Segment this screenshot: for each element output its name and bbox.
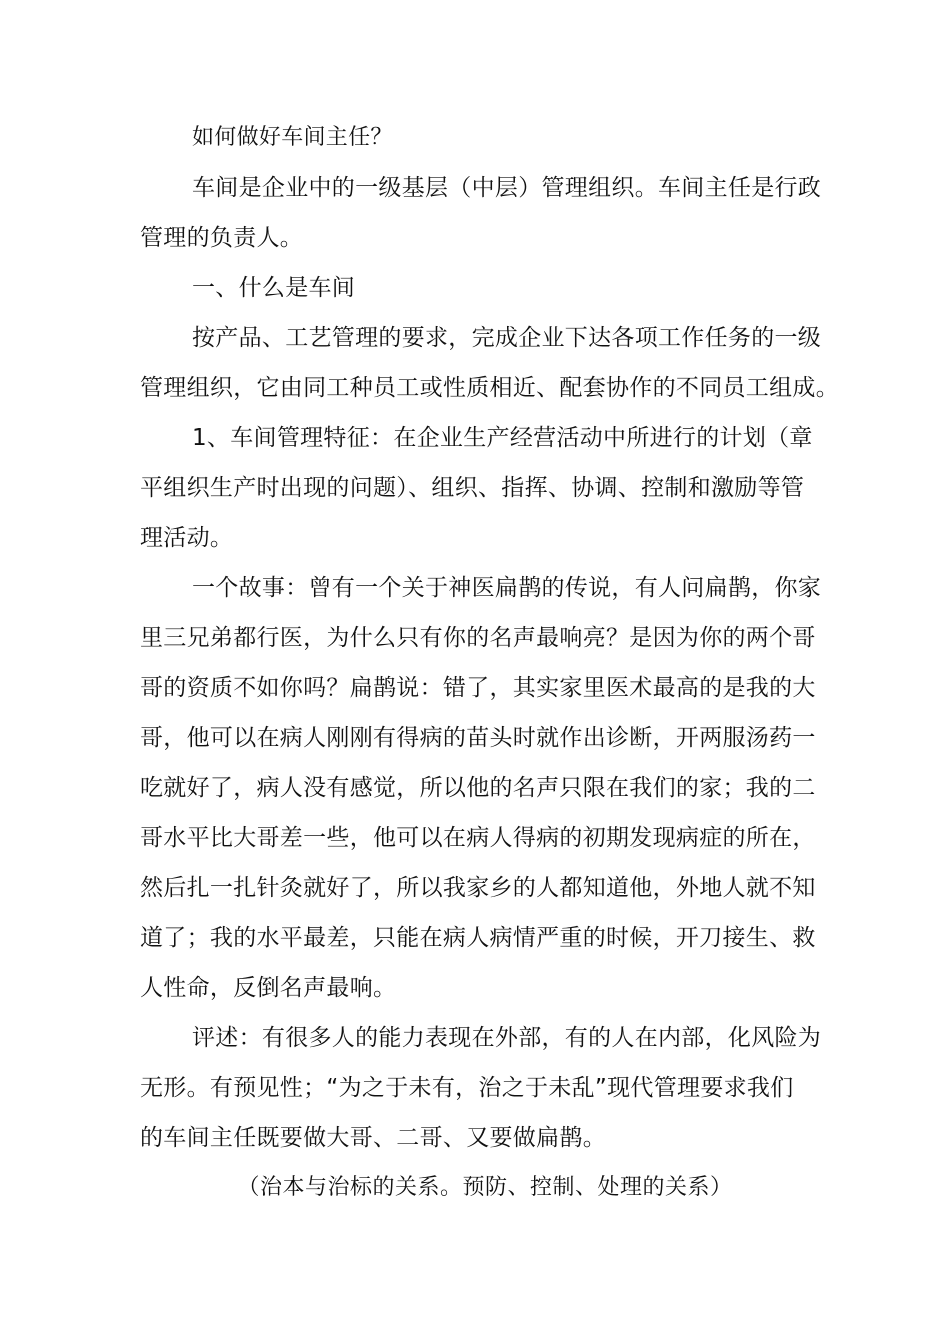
section1-para-line-2: 管理组织，它由同工种员工或性质相近、配套协作的不同员工组成。 bbox=[140, 375, 839, 401]
story-line-3: 哥的资质不如你吗？扁鹊说：错了，其实家里医术最高的是我的大 bbox=[140, 675, 816, 701]
story-line-9: 人性命，反倒名声最响。 bbox=[140, 975, 397, 1001]
point1-line-1: 1、车间管理特征：在企业生产经营活动中所进行的计划（章 bbox=[192, 425, 813, 451]
story-line-7: 然后扎一扎针灸就好了，所以我家乡的人都知道他，外地人就不知 bbox=[140, 875, 816, 901]
story-line-2: 里三兄弟都行医，为什么只有你的名声最响亮？是因为你的两个哥 bbox=[140, 625, 816, 651]
comment-line-2: 无形。有预见性；“为之于未有，治之于未乱”现代管理要求我们 bbox=[140, 1075, 794, 1101]
comment-line-1: 评述：有很多人的能力表现在外部，有的人在内部，化风险为 bbox=[192, 1025, 822, 1051]
section-heading-1: 一、什么是车间 bbox=[192, 275, 356, 301]
story-line-1: 一个故事：曾有一个关于神医扁鹊的传说，有人问扁鹊，你家 bbox=[192, 575, 822, 601]
story-line-6: 哥水平比大哥差一些，他可以在病人得病的初期发现病症的所在， bbox=[140, 825, 816, 851]
intro-line-1: 车间是企业中的一级基层（中层）管理组织。车间主任是行政 bbox=[192, 175, 822, 201]
section1-para-line-1: 按产品、工艺管理的要求，完成企业下达各项工作任务的一级 bbox=[192, 325, 822, 351]
story-line-4: 哥，他可以在病人刚刚有得病的苗头时就作出诊断，开两服汤药一 bbox=[140, 725, 816, 751]
story-line-8: 道了；我的水平最差，只能在病人病情严重的时候，开刀接生、救 bbox=[140, 925, 816, 951]
intro-line-2: 管理的负责人。 bbox=[140, 225, 304, 251]
story-line-5: 吃就好了，病人没有感觉，所以他的名声只限在我们的家；我的二 bbox=[140, 775, 816, 801]
closing-note: （治本与治标的关系。预防、控制、处理的关系） bbox=[237, 1175, 733, 1200]
point1-line-3: 理活动。 bbox=[140, 525, 234, 551]
doc-title: 如何做好车间主任？ bbox=[192, 125, 393, 150]
point1-line-2: 平组织生产时出现的问题）、组织、指挥、协调、控制和激励等管 bbox=[140, 475, 805, 501]
comment-line-3: 的车间主任既要做大哥、二哥、又要做扁鹊。 bbox=[140, 1125, 606, 1151]
document-page bbox=[140, 113, 839, 1213]
